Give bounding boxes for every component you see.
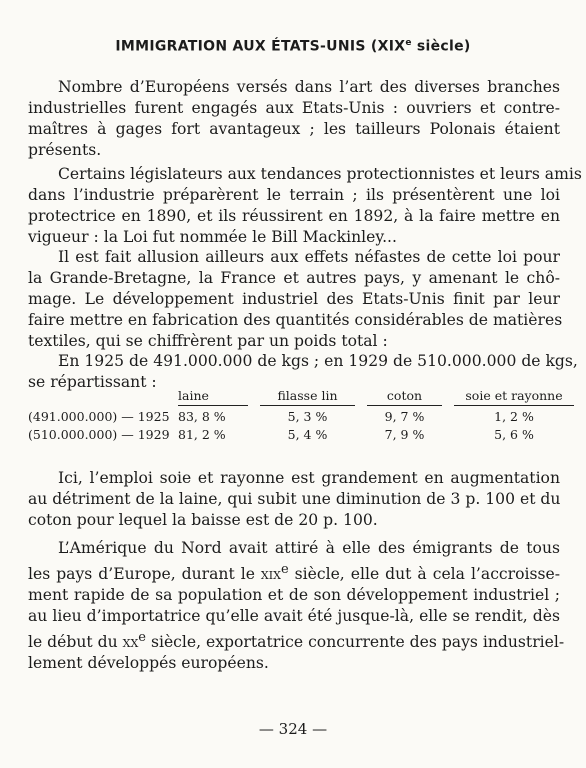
text-line: industrielles furent engagés aux Etats-Unis : ouvriers et contre- — [28, 99, 560, 117]
page-number: — 324 — — [258, 720, 328, 738]
table-cell: 81, 2 % — [178, 427, 226, 442]
text-line: mage. Le développement industriel des Etats-Unis finit par leur — [28, 290, 560, 308]
title-main: IMMIGRATION AUX ÉTATS-UNIS (XIX — [115, 38, 406, 55]
text-run: siècle, exportatrice concurrente des pays industriel- — [146, 633, 565, 652]
table-cell: 5, 4 % — [287, 427, 328, 442]
text-line: L’Amérique du Nord avait attiré à elle des émigrants de tous — [58, 539, 560, 557]
text-line: protectrice en 1890, et ils réussirent en 1892, à la faire mettre en — [28, 207, 560, 225]
table-cell: 5, 3 % — [287, 409, 328, 424]
title-sup: e — [405, 38, 412, 48]
table-row — [28, 424, 574, 442]
table-cell: 83, 8 % — [178, 409, 226, 424]
paragraph-1 — [28, 77, 560, 161]
text-line: ment rapide de sa population et de son développement industriel ; — [28, 586, 560, 605]
paragraph-2 — [28, 164, 582, 248]
paragraph-3 — [28, 247, 563, 352]
title-tail: siècle) — [411, 38, 471, 55]
text-line: Certains législateurs aux tendances protectionnistes et leurs amis — [58, 165, 582, 183]
century-numeral: xx — [122, 633, 139, 652]
text-line — [28, 627, 565, 653]
text-line — [28, 559, 560, 585]
textile-table — [28, 388, 574, 442]
table-cell: 9, 7 % — [384, 409, 425, 424]
text-line: se répartissant : — [28, 373, 157, 391]
col-header-coton: coton — [367, 388, 442, 406]
row-label: (491.000.000) — 1925 — [28, 408, 170, 424]
page-title — [0, 38, 586, 55]
century-sup: e — [138, 630, 146, 646]
table-header-row — [28, 388, 574, 406]
table-cell: 5, 6 % — [494, 427, 534, 442]
paragraph-6 — [28, 538, 565, 674]
text-line: textiles, qui se chiffrèrent par un poids total : — [28, 332, 388, 350]
paragraph-5 — [28, 468, 560, 531]
text-line: Nombre d’Européens versés dans l’art des diverses branches — [58, 78, 560, 96]
century-numeral: xix — [260, 565, 281, 584]
table-cell: 7, 9 % — [384, 427, 425, 442]
text-run: le début du — [28, 633, 123, 652]
col-header-lin: filasse lin — [260, 388, 355, 406]
table-cell: 1, 2 % — [494, 409, 534, 424]
text-line: coton pour lequel la baisse est de 20 p. 100. — [28, 511, 378, 529]
text-line: dans l’industrie préparèrent le terrain ; ils présentèrent une loi — [28, 186, 560, 204]
text-line: Il est fait allusion ailleurs aux effets néfastes de cette loi pour — [58, 248, 560, 266]
text-line: faire mettre en fabrication des quantités considérables de matières — [28, 311, 563, 329]
text-line: En 1925 de 491.000.000 de kgs ; en 1929 de 510.000.000 de kgs, — [58, 352, 578, 370]
table-row — [28, 406, 574, 425]
col-header-soie: soie et rayonne — [454, 388, 574, 406]
text-line: lement développés européens. — [28, 654, 269, 673]
col-header-laine: laine — [178, 388, 248, 406]
row-label: (510.000.000) — 1929 — [28, 427, 170, 442]
paragraph-4 — [28, 351, 578, 393]
text-line: au lieu d’importatrice qu’elle avait été jusque-là, elle se rendit, dès — [28, 607, 560, 626]
century-sup: e — [280, 562, 289, 577]
text-run: les pays d’Europe, durant le — [28, 565, 261, 584]
text-line: présents. — [28, 141, 102, 159]
text-line: Ici, l’emploi soie et rayonne est grandement en augmentation — [58, 469, 560, 487]
text-run: siècle, elle dut à cela l’accroisse- — [288, 565, 560, 584]
text-line: la Grande-Bretagne, la France et autres pays, y amenant le chô- — [28, 269, 560, 287]
text-line: au détriment de la laine, qui subit une diminution de 3 p. 100 et du — [28, 490, 561, 508]
text-line: maîtres à gages fort avantageux ; les tailleurs Polonais étaient — [28, 120, 560, 138]
table-corner — [28, 388, 178, 406]
text-line: vigueur : la Loi fut nommée le Bill Mackinley... — [28, 228, 397, 246]
